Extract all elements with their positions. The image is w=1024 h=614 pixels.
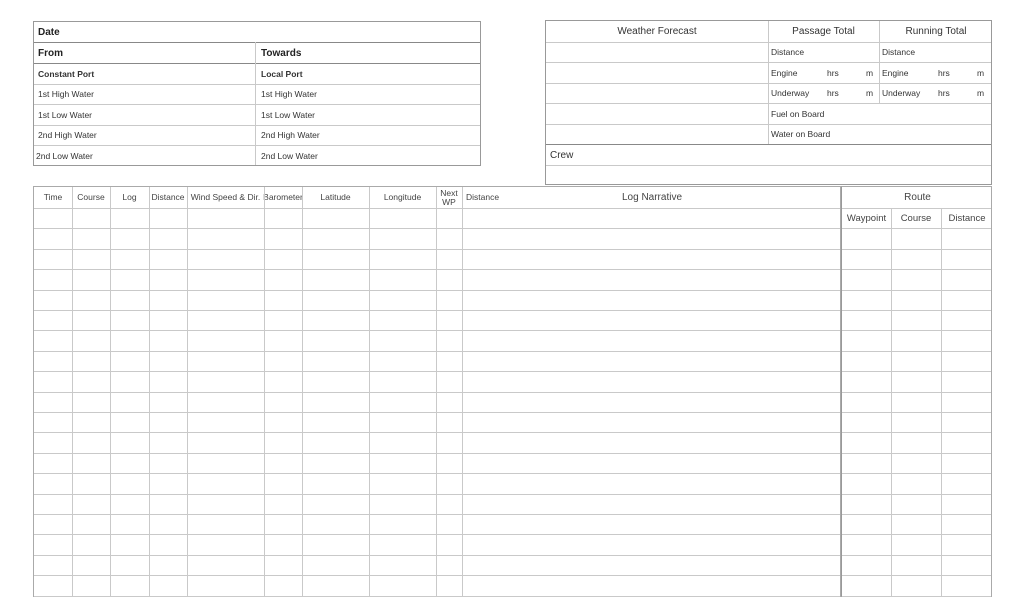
grid-row-line [842, 330, 991, 331]
grid-row-line [842, 269, 991, 270]
divider [34, 145, 480, 146]
col-header-log: Log [122, 192, 137, 202]
running-underway-m: m [977, 88, 985, 98]
grid-row-line [34, 228, 840, 229]
grid-row-line [842, 371, 991, 372]
weather-forecast-label: Weather Forecast [617, 26, 697, 37]
grid-column-line [891, 208, 892, 596]
grid-row-line [842, 208, 991, 209]
grid-row-line [842, 432, 991, 433]
grid-row-line [34, 208, 840, 209]
col-header-next-distance: Distance [466, 192, 500, 202]
grid-row-line [842, 534, 991, 535]
towards-label: Towards [261, 48, 302, 59]
divider [34, 104, 480, 105]
grid-row-line [842, 351, 991, 352]
divider [34, 63, 480, 64]
grid-row-line [842, 494, 991, 495]
running-engine-label: Engine [882, 68, 909, 78]
route-col-course: Course [900, 213, 932, 224]
divider [34, 125, 480, 126]
grid-row-line [34, 392, 840, 393]
second-high-water-left: 2nd High Water [38, 130, 97, 140]
col-header-time: Time [43, 192, 63, 202]
log-entries-grid [33, 186, 841, 597]
col-header-distance: Distance [151, 192, 185, 202]
divider [546, 62, 991, 63]
running-total-label: Running Total [905, 26, 967, 37]
grid-row-line [842, 228, 991, 229]
col-header-course: Course [77, 192, 105, 202]
col-header-barometer: Barometer [263, 192, 303, 202]
grid-row-line [34, 290, 840, 291]
col-header-latitude: Latitude [320, 192, 351, 202]
col-header-wind: Wind Speed & Dir. [190, 192, 261, 202]
divider [546, 42, 991, 43]
grid-row-line [34, 596, 840, 597]
passage-underway-hrs: hrs [827, 88, 839, 98]
water-on-board-label: Water on Board [771, 129, 831, 139]
passage-engine-hrs: hrs [827, 68, 839, 78]
grid-row-line [34, 432, 840, 433]
grid-row-line [34, 351, 840, 352]
grid-row-line [842, 473, 991, 474]
grid-row-line [34, 249, 840, 250]
divider [34, 84, 480, 85]
constant-port-label: Constant Port [38, 69, 95, 79]
grid-row-line [842, 392, 991, 393]
grid-row-line [842, 453, 991, 454]
passage-total-label: Passage Total [792, 26, 855, 37]
crew-label: Crew [550, 150, 574, 161]
route-col-waypoint: Waypoint [846, 213, 887, 224]
from-label: From [38, 48, 63, 59]
running-underway-hrs: hrs [938, 88, 950, 98]
fuel-on-board-label: Fuel on Board [771, 109, 825, 119]
grid-row-line [842, 596, 991, 597]
second-high-water-right: 2nd High Water [261, 130, 320, 140]
grid-row-line [34, 514, 840, 515]
grid-row-line [34, 534, 840, 535]
grid-row-line [34, 310, 840, 311]
running-underway-label: Underway [882, 88, 921, 98]
passage-engine-label: Engine [771, 68, 798, 78]
first-low-water-right: 1st Low Water [261, 110, 316, 120]
divider [546, 165, 991, 166]
col-header-longitude: Longitude [383, 192, 422, 202]
grid-row-line [34, 453, 840, 454]
grid-row-line [842, 249, 991, 250]
passage-distance-label: Distance [771, 47, 805, 57]
divider [546, 83, 991, 84]
grid-row-line [34, 412, 840, 413]
first-high-water-right: 1st High Water [261, 89, 317, 99]
grid-row-line [34, 494, 840, 495]
grid-row-line [842, 310, 991, 311]
running-distance-label: Distance [882, 47, 916, 57]
running-engine-hrs: hrs [938, 68, 950, 78]
divider [546, 103, 991, 104]
passage-underway-label: Underway [771, 88, 810, 98]
grid-row-line [842, 575, 991, 576]
grid-row-line [842, 412, 991, 413]
grid-row-line [34, 371, 840, 372]
running-engine-m: m [977, 68, 985, 78]
first-high-water-left: 1st High Water [38, 89, 94, 99]
grid-row-line [34, 269, 840, 270]
grid-row-line [842, 555, 991, 556]
grid-row-line [842, 514, 991, 515]
grid-row-line [34, 473, 840, 474]
route-col-distance: Distance [948, 213, 986, 224]
passage-engine-m: m [866, 68, 874, 78]
grid-row-line [34, 575, 840, 576]
route-grid [841, 186, 992, 597]
divider [34, 42, 480, 43]
local-port-label: Local Port [261, 69, 303, 79]
grid-row-line [842, 290, 991, 291]
divider [546, 124, 991, 125]
route-title: Route [904, 192, 931, 203]
first-low-water-left: 1st Low Water [38, 110, 93, 120]
divider [546, 144, 991, 145]
grid-row-line [34, 330, 840, 331]
col-header-next-wp: Next WP [440, 187, 458, 207]
passage-underway-m: m [866, 88, 874, 98]
voyage-details-table [33, 21, 481, 166]
col-header-log-narrative: Log Narrative [621, 192, 683, 203]
date-label: Date [38, 27, 60, 38]
grid-column-line [941, 208, 942, 596]
second-low-water-left: 2nd Low Water [36, 151, 93, 161]
grid-row-line [34, 555, 840, 556]
passage-summary-panel [545, 20, 992, 185]
second-low-water-right: 2nd Low Water [261, 151, 318, 161]
